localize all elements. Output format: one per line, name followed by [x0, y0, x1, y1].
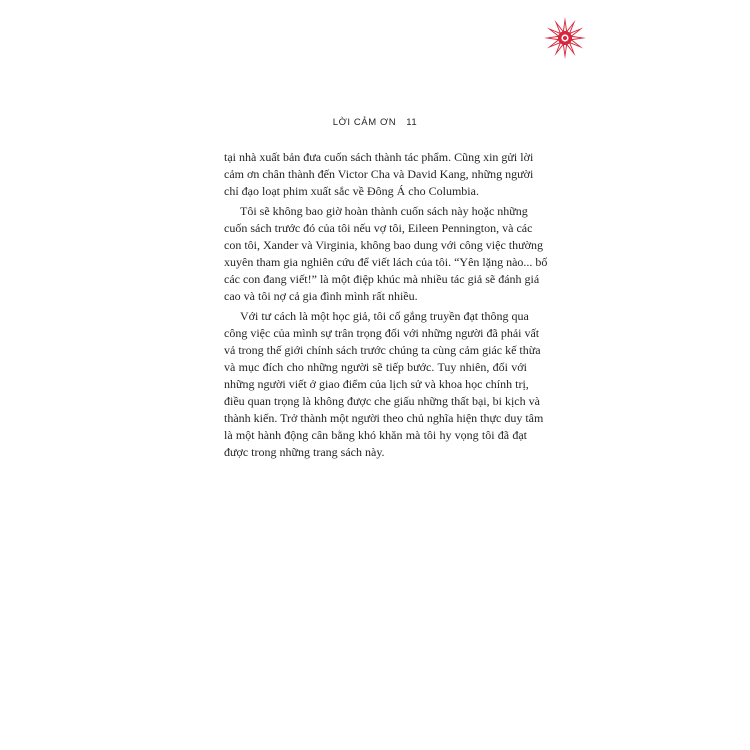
- text-line: Với tư cách là một học giả, tôi cố gắng truyền đạt thông qua: [240, 309, 529, 323]
- body-text: [224, 149, 548, 461]
- text-line: cao và tôi nợ cả gia đình mình rất nhiều.: [224, 289, 418, 303]
- text-line: chỉ đạo loạt phim xuất sắc về Đông Á cho Columbia.: [224, 184, 479, 198]
- text-line: và mục đích cho những người sẽ tiếp bước. Tuy nhiên, đối với: [224, 360, 527, 374]
- text-line: những người viết ở giao điểm của lịch sử và khoa học chính trị,: [224, 377, 529, 391]
- text-line: Tôi sẽ không bao giờ hoàn thành cuốn sách này hoặc những: [240, 204, 528, 218]
- text-line: cảm ơn chân thành đến Victor Cha và David Kang, những người: [224, 167, 534, 181]
- logo-core-dot: [563, 36, 567, 40]
- text-line: được trong những trang sách này.: [224, 445, 385, 459]
- paragraph-1: [224, 149, 534, 200]
- text-line: điều quan trọng là không được che giấu những thất bại, bi kịch và: [224, 394, 540, 408]
- paragraph-2: [224, 203, 548, 305]
- text-line: là một hành động cân bằng khó khăn mà tôi hy vọng tôi đã đạt: [224, 428, 527, 442]
- paragraph-3: [224, 308, 544, 461]
- running-head: [0, 117, 750, 129]
- text-line: các con đang viết!” là một điệp khúc mà nhiều tác giả sẽ đánh giá: [224, 272, 540, 286]
- page-number: 11: [406, 117, 418, 128]
- text-line: tại nhà xuất bản đưa cuốn sách thành tác phẩm. Cũng xin gửi lời: [224, 150, 534, 164]
- text-line: cuốn sách trước đó của tôi nếu vợ tôi, Eileen Pennington, và các: [224, 221, 533, 235]
- text-line: xuyên tham gia nghiên cứu để viết lách của tôi. “Yên lặng nào... bố: [224, 255, 548, 269]
- text-line: vả trong thế giới chính sách trước chúng ta cùng cảm giác kế thừa: [224, 343, 541, 357]
- text-line: thành kiến. Trở thành một người theo chủ nghĩa hiện thực duy tâm: [224, 411, 544, 425]
- text-line: con tôi, Xander và Virginia, không bao dung với công việc thường: [224, 238, 543, 252]
- starburst-logo-icon: [543, 16, 587, 60]
- chapter-title: LỜI CẢM ƠN: [332, 117, 397, 128]
- text-line: công việc của mình sự trân trọng đối với những người đã phải vất: [224, 326, 540, 340]
